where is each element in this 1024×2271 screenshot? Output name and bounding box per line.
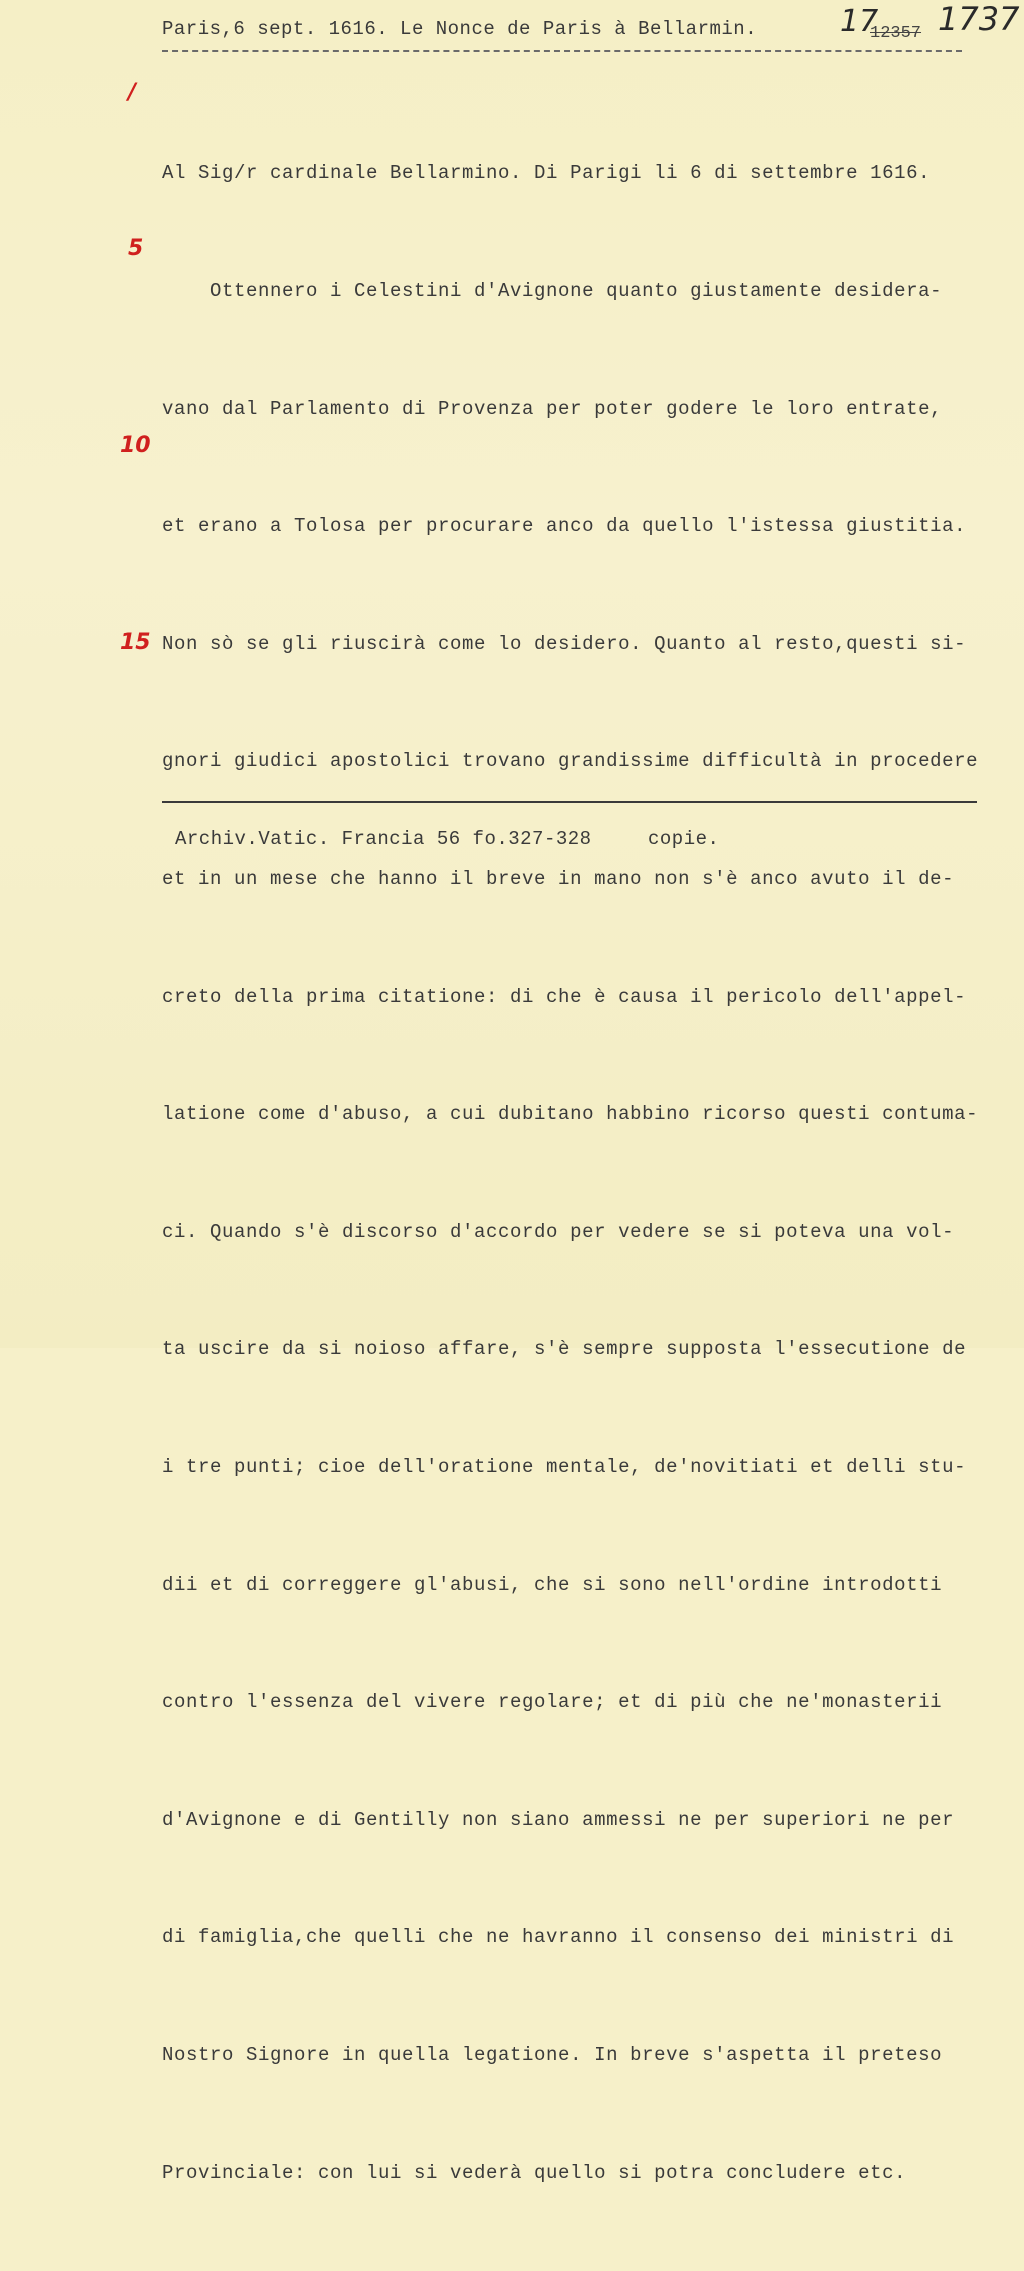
body-line: et in un mese che hanno il breve in mano non s'è anco avuto il de-	[162, 867, 955, 890]
footer-rule	[162, 801, 977, 803]
handwritten-number-a: 17	[840, 4, 879, 39]
archive-citation: Archiv.Vatic. Francia 56 fo.327-328	[175, 828, 592, 850]
body-line: et erano a Tolosa per procurare anco da quello l'istessa giustitia.	[162, 515, 967, 538]
letter-body	[162, 76, 992, 2271]
body-line: Provinciale: con lui si vederà quello si potra concludere etc.	[162, 2161, 907, 2184]
body-line: dii et di correggere gl'abusi, che si sono nell'ordine introdotti	[162, 1573, 943, 1596]
body-line: di famiglia,che quelli che ne havranno il consenso dei ministri di	[162, 1926, 955, 1949]
body-line: creto della prima citatione: di che è causa il pericolo dell'appel-	[162, 985, 967, 1008]
body-line: latione come d'abuso, a cui dubitano habbino ricorso questi contuma-	[162, 1103, 979, 1126]
handwritten-number-b: 1737	[938, 0, 1020, 38]
body-line: ta uscire da si noioso affare, s'è sempre supposta l'essecutione de	[162, 1338, 967, 1361]
body-line: Nostro Signore in quella legatione. In breve s'aspetta il preteso	[162, 2043, 943, 2066]
copies-note: copie.	[648, 828, 720, 850]
margin-mark-5: 5	[128, 236, 144, 261]
body-line: d'Avignone e di Gentilly non siano ammessi ne per superiori ne per	[162, 1808, 955, 1831]
struck-reference-number: 12357	[870, 24, 922, 43]
header-title: Paris,6 sept. 1616. Le Nonce de Paris à Bellarmin.	[162, 18, 758, 40]
margin-mark-15: 15	[120, 630, 151, 655]
body-line: Ottennero i Celestini d'Avignone quanto giustamente desidera-	[162, 280, 943, 302]
body-line: Non sò se gli riuscirà come lo desidero. Quanto al resto,questi si-	[162, 632, 967, 655]
body-line: i tre punti; cioe dell'oratione mentale, de'novitiati et delli stu-	[162, 1455, 967, 1478]
body-line: vano dal Parlamento di Provenza per poter godere le loro entrate,	[162, 397, 943, 420]
margin-mark-1: /	[128, 80, 137, 105]
body-line: ci. Quando s'è discorso d'accordo per vedere se si poteva una vol-	[162, 1220, 955, 1243]
header-dashed-rule	[162, 50, 962, 52]
margin-mark-10: 10	[120, 433, 151, 458]
body-line: contro l'essenza del vivere regolare; et di più che ne'monasterii	[162, 1691, 943, 1714]
body-line: gnori giudici apostolici trovano grandissime difficultà in procedere	[162, 750, 979, 773]
body-line: Al Sig/r cardinale Bellarmino. Di Parigi li 6 di settembre 1616.	[162, 162, 931, 185]
